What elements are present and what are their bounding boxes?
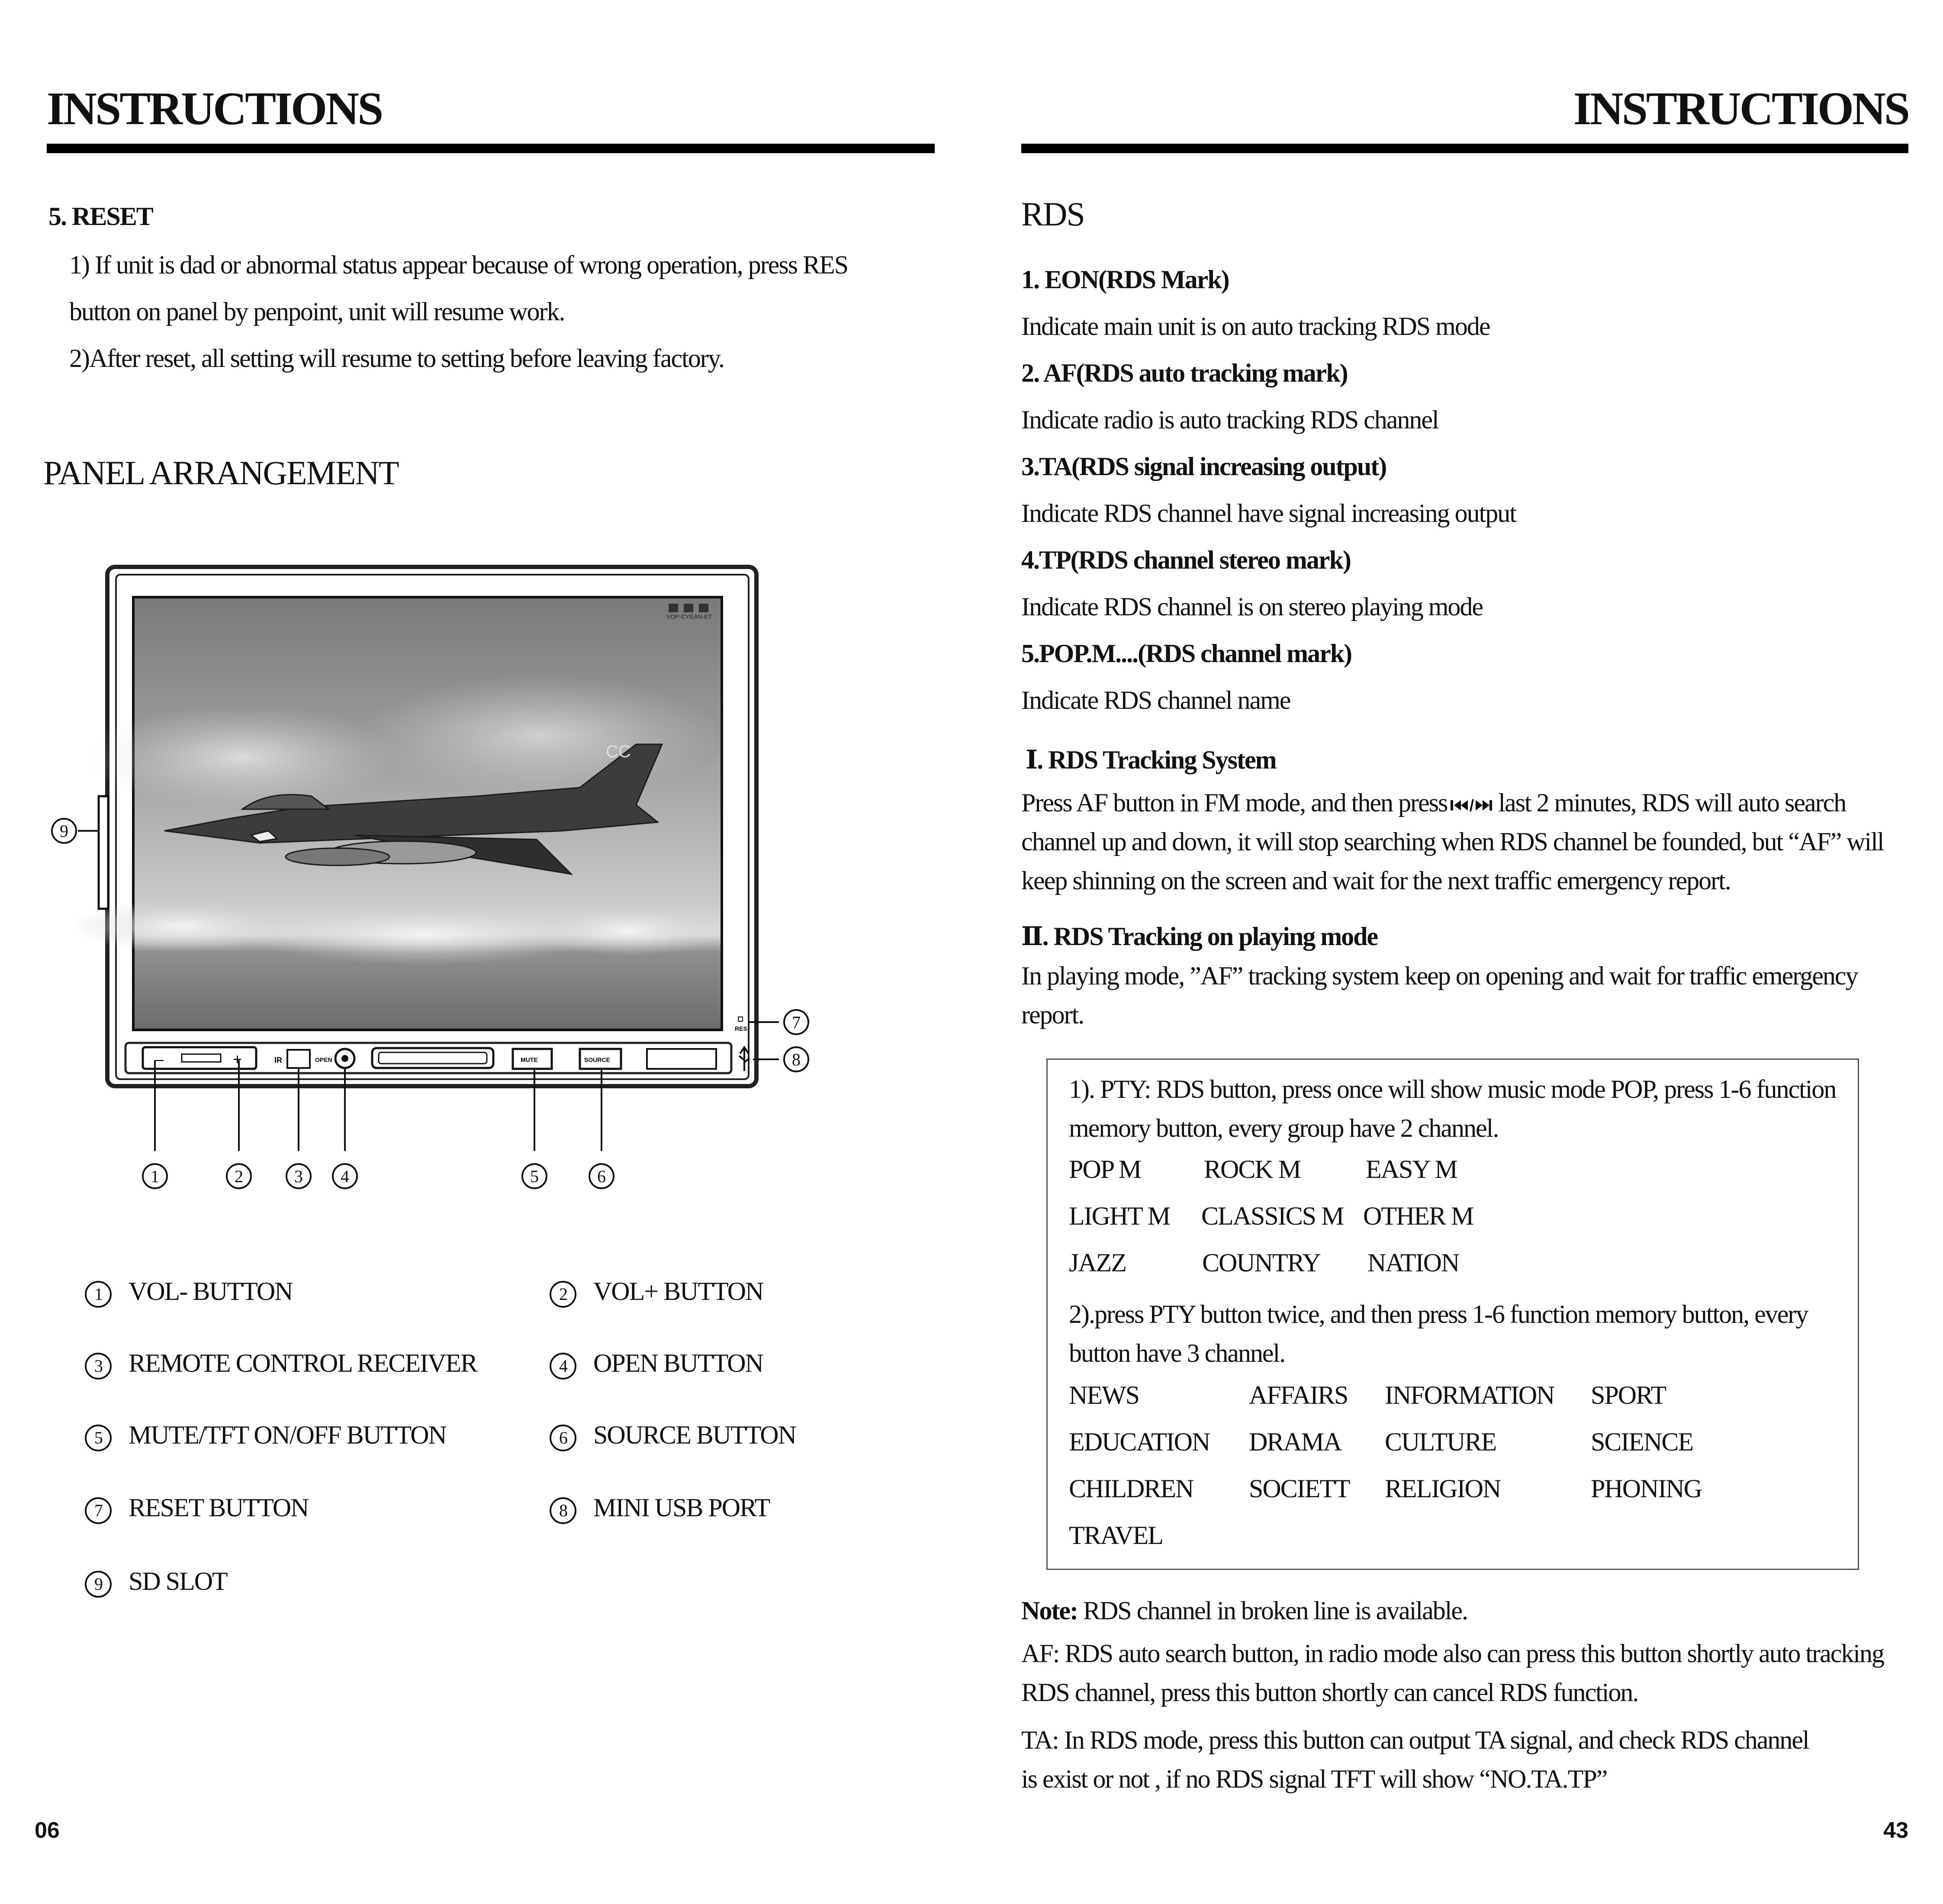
tracking-system-title: Ⅰ. RDS Tracking System bbox=[1026, 746, 1276, 774]
legend-item-1: 1 VOL- BUTTON bbox=[85, 1277, 293, 1308]
legend-item-7: 7 RESET BUTTON bbox=[85, 1493, 308, 1524]
callout-9: 9 bbox=[60, 821, 68, 841]
rds-item-1-title: 1. EON(RDS Mark) bbox=[1021, 265, 1229, 294]
right-page-header: INSTRUCTIONS bbox=[1573, 83, 1908, 135]
callout-3: 3 bbox=[294, 1167, 303, 1186]
callout-7: 7 bbox=[792, 1013, 801, 1032]
rds-item-5-text: Indicate RDS channel name bbox=[1021, 686, 1290, 714]
rds-item-1-text: Indicate main unit is on auto tracking RDS mode bbox=[1021, 312, 1490, 341]
pty-talk-cell: DRAMA bbox=[1249, 1428, 1341, 1456]
reset-line-3: 2)After reset, all setting will resume to setting before leaving factory. bbox=[69, 344, 724, 373]
pty-talk-cell: PHONING bbox=[1591, 1474, 1702, 1503]
legend-item-2: 2 VOL+ BUTTON bbox=[550, 1277, 763, 1308]
legend-item-3: 3 REMOTE CONTROL RECEIVER bbox=[85, 1348, 477, 1380]
tracking-system-line-1: Press AF button in FM mode, and then press last 2 minutes, RDS will auto search bbox=[1021, 788, 1846, 817]
vol-minus-glyph: – bbox=[155, 1050, 164, 1068]
pty-music-cell: ROCK M bbox=[1204, 1155, 1301, 1184]
right-header-rule bbox=[1021, 144, 1908, 153]
rds-item-3-text: Indicate RDS channel have signal increasing output bbox=[1021, 499, 1516, 527]
legend-item-5: 5 MUTE/TFT ON/OFF BUTTON bbox=[85, 1420, 446, 1451]
tracking-playing-line-1: In playing mode, ”AF” tracking system keep on opening and wait for traffic emergency bbox=[1021, 962, 1858, 990]
pty-talk-cell: EDUCATION bbox=[1069, 1428, 1210, 1456]
pty-talk-cell: CHILDREN bbox=[1069, 1474, 1193, 1503]
legend-item-9: 9 SD SLOT bbox=[85, 1566, 227, 1598]
pty-music-cell: CLASSICS M bbox=[1201, 1202, 1344, 1230]
af-line-1: AF: RDS auto search button, in radio mode also can press this button shortly auto tracking bbox=[1021, 1639, 1884, 1668]
pty-talk-cell: TRAVEL bbox=[1069, 1521, 1163, 1550]
tracking-playing-line-2: report. bbox=[1021, 1000, 1084, 1029]
callout-5: 5 bbox=[530, 1167, 539, 1186]
prev-next-icon bbox=[1449, 797, 1496, 814]
pty-talk-cell: CULTURE bbox=[1385, 1428, 1496, 1456]
af-line-2: RDS channel, press this button shortly can cancel RDS function. bbox=[1021, 1678, 1638, 1707]
callout-6: 6 bbox=[597, 1167, 606, 1186]
pty-music-cell: LIGHT M bbox=[1069, 1202, 1170, 1230]
left-header-rule bbox=[47, 144, 935, 153]
note-line: Note: RDS channel in broken line is available. bbox=[1021, 1596, 1468, 1625]
pty-music-cell: COUNTRY bbox=[1202, 1248, 1320, 1277]
legend-item-4: 4 OPEN BUTTON bbox=[550, 1348, 763, 1380]
screen-caption: VOP-CYEAN-ET bbox=[666, 613, 712, 620]
ir-window bbox=[287, 1050, 310, 1068]
legend-item-8: 8 MINI USB PORT bbox=[550, 1493, 769, 1524]
reset-line-1: 1) If unit is dad or abnormal status appear because of wrong operation, press RES bbox=[69, 251, 848, 279]
rds-item-2-title: 2. AF(RDS auto tracking mark) bbox=[1021, 359, 1348, 387]
left-page-number: 06 bbox=[35, 1818, 60, 1843]
callout-1: 1 bbox=[151, 1167, 159, 1186]
ta-line-1: TA: In RDS mode, press this button can output TA signal, and check RDS channel bbox=[1021, 1726, 1809, 1754]
pty-music-cell: NATION bbox=[1367, 1248, 1459, 1277]
pty-talk-cell: SPORT bbox=[1591, 1381, 1666, 1409]
sd-slot bbox=[99, 796, 108, 909]
jet-tail-mark: CC bbox=[606, 742, 631, 761]
pty-music-cell: OTHER M bbox=[1363, 1202, 1473, 1230]
reset-line-2: button on panel by penpoint, unit will resume work. bbox=[69, 297, 565, 326]
pty-talk-cell: RELIGION bbox=[1385, 1474, 1501, 1503]
tracking-system-line-3: keep shinning on the screen and wait for the next traffic emergency report. bbox=[1021, 866, 1731, 895]
ta-line-2: is exist or not , if no RDS signal TFT will show “NO.TA.TP” bbox=[1021, 1765, 1607, 1793]
tracking-system-line-2: channel up and down, it will stop searching when RDS channel be founded, but “AF” will bbox=[1021, 827, 1884, 856]
pty-para-2-line-1: 2).press PTY button twice, and then press 1-6 function memory button, every bbox=[1069, 1300, 1808, 1328]
pty-talk-cell: SCIENCE bbox=[1591, 1428, 1693, 1456]
tracking-playing-title: Ⅱ. RDS Tracking on playing mode bbox=[1021, 922, 1378, 951]
rds-item-3-title: 3.TA(RDS signal increasing output) bbox=[1021, 452, 1386, 481]
pty-talk-cell: NEWS bbox=[1069, 1381, 1139, 1409]
source-label: SOURCE bbox=[584, 1056, 610, 1063]
pty-talk-cell: INFORMATION bbox=[1385, 1381, 1554, 1409]
callout-2: 2 bbox=[235, 1167, 243, 1186]
panel-diagram bbox=[0, 554, 952, 1212]
pty-talk-cell: SOCIETT bbox=[1249, 1474, 1350, 1503]
pty-para-2-line-2: button have 3 channel. bbox=[1069, 1339, 1285, 1367]
rds-title: RDS bbox=[1021, 195, 1084, 233]
callout-8: 8 bbox=[792, 1050, 801, 1069]
left-page-header: INSTRUCTIONS bbox=[47, 83, 382, 135]
rds-item-4-title: 4.TP(RDS channel stereo mark) bbox=[1021, 546, 1351, 574]
vol-plus-glyph: + bbox=[233, 1050, 242, 1068]
right-page-number: 43 bbox=[1883, 1818, 1908, 1843]
res-label: RES bbox=[735, 1025, 747, 1032]
reset-title: 5. RESET bbox=[48, 202, 153, 231]
rds-item-2-text: Indicate radio is auto tracking RDS channel bbox=[1021, 405, 1438, 434]
rds-item-5-title: 5.POP.M....(RDS channel mark) bbox=[1021, 639, 1352, 668]
panel-arrangement-title: PANEL ARRANGEMENT bbox=[43, 454, 399, 492]
callout-4: 4 bbox=[341, 1167, 349, 1186]
pty-para-1-line-2: memory button, every group have 2 channel. bbox=[1069, 1114, 1499, 1142]
pty-para-1-line-1: 1). PTY: RDS button, press once will show music mode POP, press 1-6 function bbox=[1069, 1075, 1836, 1103]
pty-music-cell: POP M bbox=[1069, 1155, 1141, 1184]
mute-label: MUTE bbox=[521, 1056, 538, 1063]
rds-item-4-text: Indicate RDS channel is on stereo playing mode bbox=[1021, 592, 1483, 621]
open-label: OPEN bbox=[315, 1056, 332, 1063]
ir-label: IR bbox=[274, 1056, 282, 1065]
pty-music-cell: EASY M bbox=[1366, 1155, 1457, 1184]
pty-talk-cell: AFFAIRS bbox=[1249, 1381, 1348, 1409]
pty-music-cell: JAZZ bbox=[1069, 1248, 1126, 1277]
legend-item-6: 6 SOURCE BUTTON bbox=[550, 1420, 796, 1451]
